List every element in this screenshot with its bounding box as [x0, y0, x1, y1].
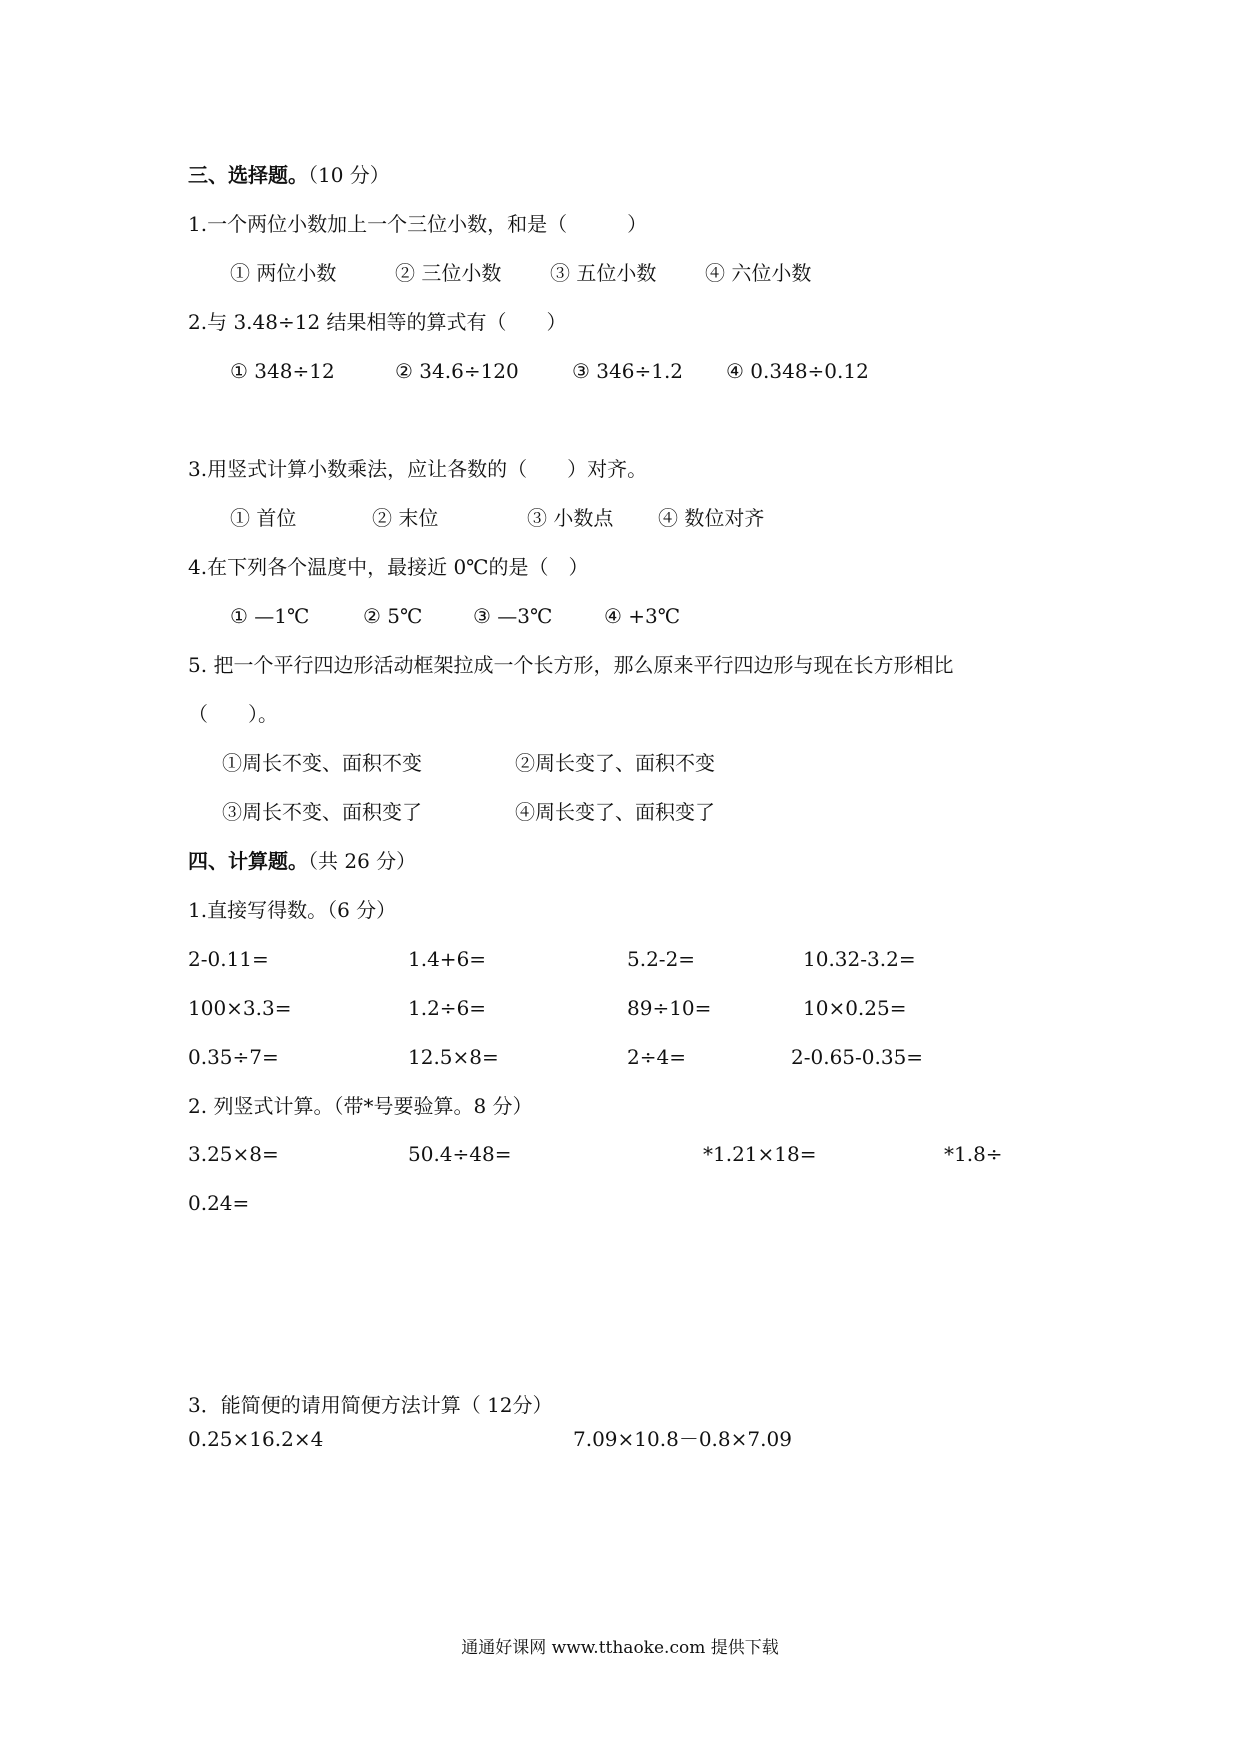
calc-item: 0.35÷7= — [188, 1045, 279, 1069]
q4-option-3: ③ —3℃ — [473, 604, 553, 628]
q1-option-2: ② 三位小数 — [395, 261, 502, 285]
q3-option-2: ② 末位 — [372, 506, 439, 530]
q5-option-2: ②周长变了、面积不变 — [515, 751, 715, 775]
q1-option-3: ③ 五位小数 — [550, 261, 657, 285]
q1-option-1: ① 两位小数 — [230, 261, 337, 285]
q4-option-1: ① —1℃ — [230, 604, 310, 628]
calc-item: 89÷10= — [627, 996, 712, 1020]
q3-option-3: ③ 小数点 — [527, 506, 614, 530]
calc-item: 1.4+6= — [408, 947, 487, 971]
q3-option-1: ① 首位 — [230, 506, 297, 530]
vertical-calc-item: *1.21×18= — [703, 1142, 817, 1166]
vertical-calc-item: *1.8÷ — [944, 1142, 1003, 1166]
question-5-continued: （ ）。 — [188, 702, 278, 726]
q5-option-1: ①周长不变、面积不变 — [222, 751, 422, 775]
calc-item: 2-0.65-0.35= — [791, 1045, 924, 1069]
q3-option-4: ④ 数位对齐 — [658, 506, 765, 530]
footer-watermark: 通通好课网 www.tthaoke.com 提供下载 — [461, 1638, 779, 1658]
part3-title: 3．能简便的请用简便方法计算（ 12分） — [188, 1393, 553, 1417]
question-5: 5. 把一个平行四边形活动框架拉成一个长方形，那么原来平行四边形与现在长方形相比 — [188, 653, 954, 677]
vertical-calc-item: 50.4÷48= — [408, 1142, 512, 1166]
calc-item: 10×0.25= — [803, 996, 907, 1020]
calc-item: 100×3.3= — [188, 996, 292, 1020]
q2-option-4: ④ 0.348÷0.12 — [726, 359, 869, 383]
part2-title: 2. 列竖式计算。（带*号要验算。8 分） — [188, 1094, 533, 1118]
question-4: 4.在下列各个温度中，最接近 0℃的是（ ） — [188, 555, 589, 579]
calc-item: 10.32-3.2= — [803, 947, 916, 971]
calc-item: 2÷4= — [627, 1045, 686, 1069]
calc-item: 5.2-2= — [627, 947, 696, 971]
question-3: 3.用竖式计算小数乘法，应让各数的（ ）对齐。 — [188, 457, 648, 481]
q1-option-4: ④ 六位小数 — [705, 261, 812, 285]
q4-option-2: ② 5℃ — [363, 604, 423, 628]
q2-option-2: ② 34.6÷120 — [395, 359, 519, 383]
q2-option-1: ① 348÷12 — [230, 359, 335, 383]
simplify-item: 0.25×16.2×4 — [188, 1427, 324, 1451]
q2-option-3: ③ 346÷1.2 — [572, 359, 684, 383]
question-2: 2.与 3.48÷12 结果相等的算式有（ ） — [188, 310, 567, 334]
part1-title: 1.直接写得数。（6 分） — [188, 898, 397, 922]
section4-title: 四、计算题。 — [188, 849, 308, 873]
q4-option-4: ④ +3℃ — [604, 604, 681, 628]
section4-score: （共 26 分） — [308, 849, 417, 873]
vertical-calc-item: 3.25×8= — [188, 1142, 279, 1166]
question-1: 1.一个两位小数加上一个三位小数，和是（ ） — [188, 212, 648, 236]
calc-item: 1.2÷6= — [408, 996, 487, 1020]
calc-item: 2-0.11= — [188, 947, 269, 971]
section3-score: （10 分） — [308, 163, 390, 187]
q5-option-3: ③周长不变、面积变了 — [222, 800, 422, 824]
section4-heading — [188, 848, 416, 874]
simplify-item: 7.09×10.8－0.8×7.09 — [573, 1427, 792, 1451]
vertical-calc-item-wrap: 0.24= — [188, 1191, 250, 1215]
q5-option-4: ④周长变了、面积变了 — [515, 800, 715, 824]
section3-heading — [188, 162, 390, 188]
calc-item: 12.5×8= — [408, 1045, 499, 1069]
section3-title: 三、选择题。 — [188, 163, 308, 187]
